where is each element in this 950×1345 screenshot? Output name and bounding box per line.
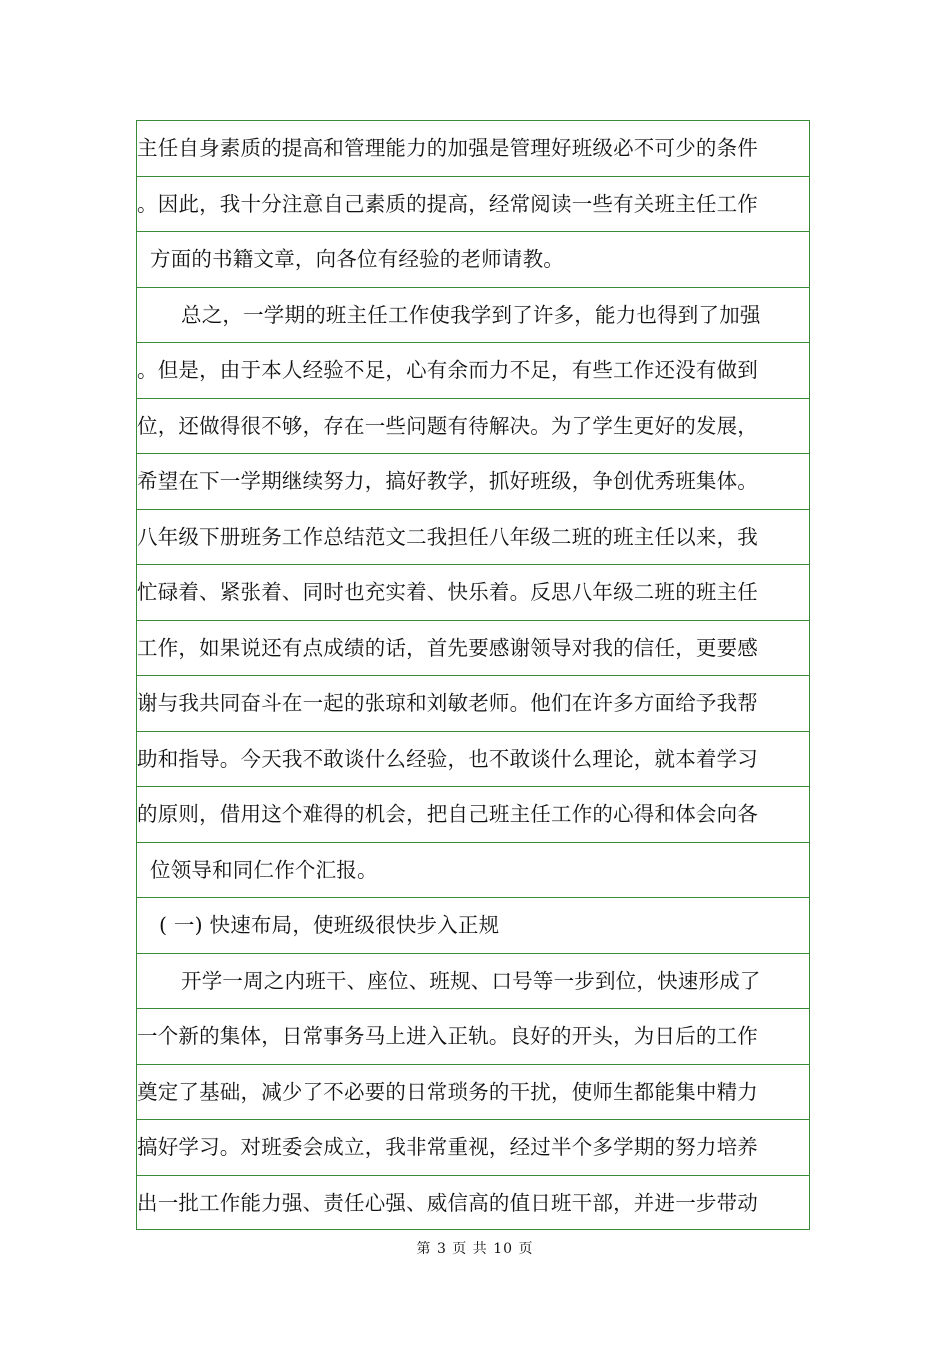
document-line xyxy=(137,1120,809,1176)
line-text: 主任自身素质的提高和管理能力的加强是管理好班级必不可少的条件 xyxy=(137,136,758,160)
line-text: 。因此，我十分注意自己素质的提高，经常阅读一些有关班主任工作 xyxy=(137,191,758,216)
document-line xyxy=(137,177,809,233)
document-line xyxy=(137,676,809,732)
line-text: 助和指导。今天我不敢谈什么经验，也不敢谈什么理论，就本着学习 xyxy=(137,746,758,771)
document-line xyxy=(137,399,809,455)
line-text: 总之，一学期的班主任工作使我学到了许多，能力也得到了加强 xyxy=(181,302,761,327)
line-text: ( 一) 快速布局，使班级很快步入正规 xyxy=(159,913,500,937)
document-line xyxy=(137,898,809,954)
document-line xyxy=(137,732,809,788)
document-line xyxy=(137,843,809,899)
line-text: 工作，如果说还有点成绩的话，首先要感谢领导对我的信任，更要感 xyxy=(137,635,758,660)
document-line xyxy=(137,1176,809,1232)
document-line xyxy=(137,1009,809,1065)
line-text: 一个新的集体，日常事务马上进入正轨。良好的开头，为日后的工作 xyxy=(137,1024,758,1048)
document-line xyxy=(137,1065,809,1121)
document-line xyxy=(137,954,809,1010)
document-frame xyxy=(136,120,810,1230)
page-number-footer: 第 3 页 共 10 页 xyxy=(416,1241,534,1257)
line-text: 开学一周之内班干、座位、班规、口号等一步到位，快速形成了 xyxy=(181,968,761,993)
line-text: 方面的书籍文章，向各位有经验的老师请教。 xyxy=(150,247,564,271)
document-line xyxy=(137,787,809,843)
document-line xyxy=(137,343,809,399)
document-line xyxy=(137,510,809,566)
line-text: 的原则，借用这个难得的机会，把自己班主任工作的心得和体会向各 xyxy=(137,802,758,826)
line-text: 出一批工作能力强、责任心强、威信高的值日班干部，并进一步带动 xyxy=(137,1191,758,1215)
document-line xyxy=(137,565,809,621)
line-text: 希望在下一学期继续努力，搞好教学，抓好班级，争创优秀班集体。 xyxy=(137,469,758,493)
document-line xyxy=(137,121,809,177)
document-line xyxy=(137,621,809,677)
document-line xyxy=(137,232,809,288)
document-line xyxy=(137,288,809,344)
line-text: 搞好学习。对班委会成立，我非常重视，经过半个多学期的努力培养 xyxy=(137,1135,758,1159)
line-text: 八年级下册班务工作总结范文二我担任八年级二班的班主任以来，我 xyxy=(137,524,758,549)
line-text: 位领导和同仁作个汇报。 xyxy=(150,857,378,882)
line-text: 位，还做得很不够，存在一些问题有待解决。为了学生更好的发展， xyxy=(137,413,758,438)
line-text: 。但是，由于本人经验不足，心有余而力不足，有些工作还没有做到 xyxy=(137,358,758,382)
line-text: 谢与我共同奋斗在一起的张琼和刘敏老师。他们在许多方面给予我帮 xyxy=(137,691,758,715)
line-text: 忙碌着、紧张着、同时也充实着、快乐着。反思八年级二班的班主任 xyxy=(137,580,758,604)
line-text: 奠定了基础，减少了不必要的日常琐务的干扰，使师生都能集中精力 xyxy=(137,1079,758,1104)
document-line xyxy=(137,454,809,510)
